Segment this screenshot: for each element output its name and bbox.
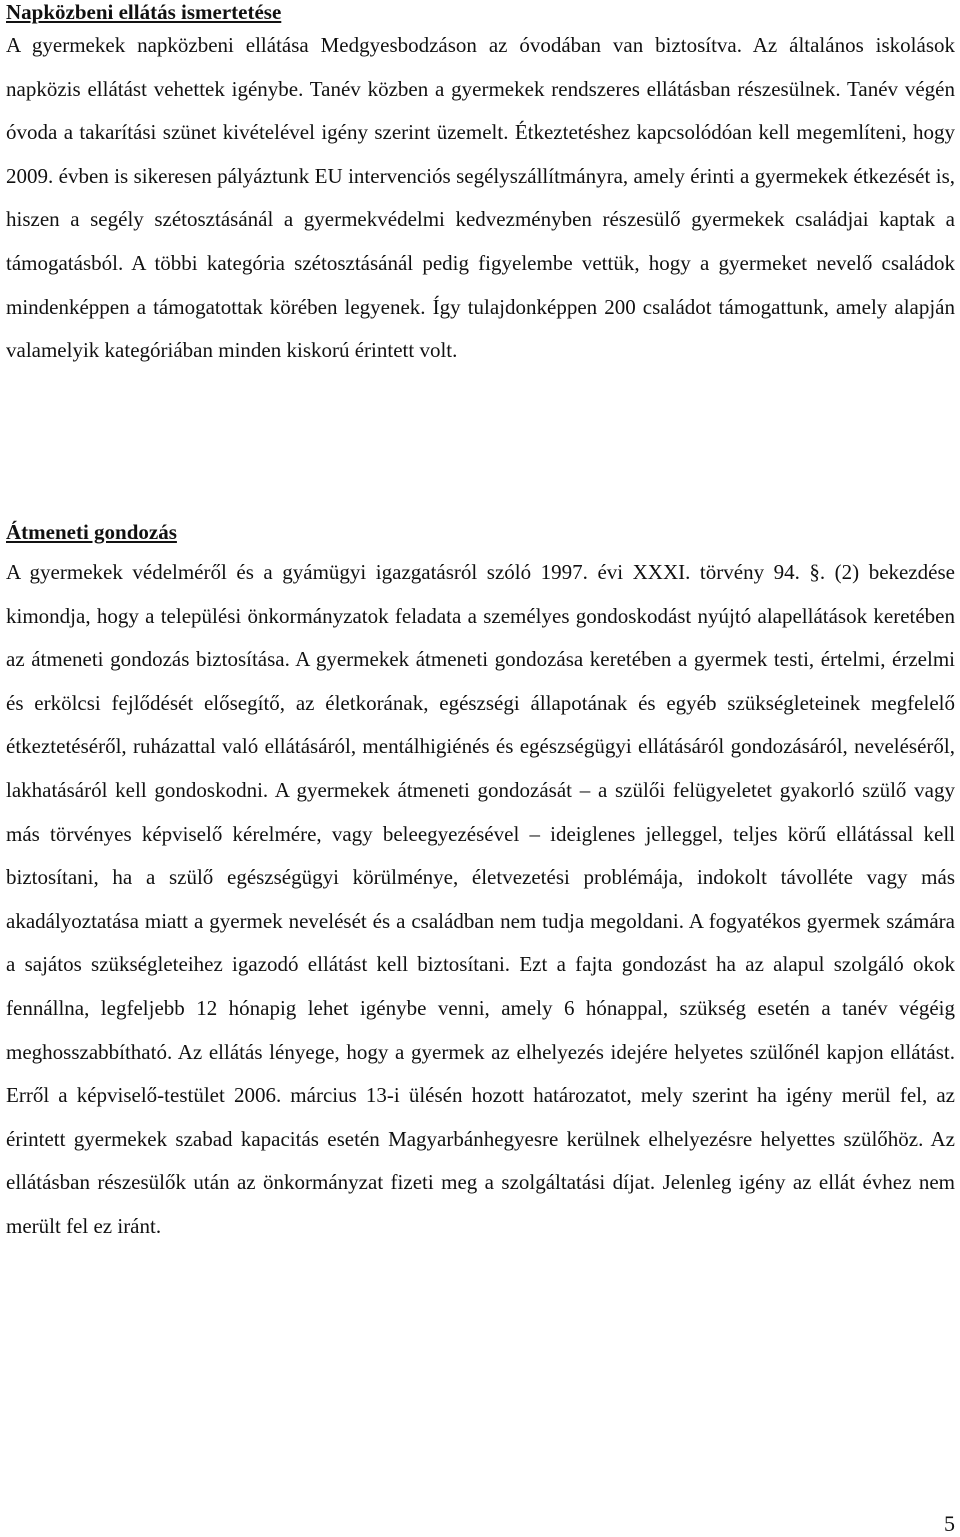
section-heading-atmeneti-gondozas: Átmeneti gondozás [6,520,177,544]
section-heading-napkozbeni-ellatas: Napközbeni ellátás ismertetése [6,0,282,24]
section-body-napkozbeni-ellatas: A gyermekek napközbeni ellátása Medgyesbodzáson az óvodában van biztosítva. Az általános iskolások napközis ellátást vehettek igénybe. Tanév közben a gyermekek rendszeres ellátásban részesülnek. Tanév végén óvoda a takarítási szünet kivételével igény szerint üzemelt. Étkeztetéshez kapcsolódóan kell megemlíteni, hogy 2009. évben is sikeresen pályáztunk EU intervenciós segélyszállítmányra, amely érinti a gyermekek étkezését is, hiszen a segély szétosztásánál a gyermekvédelmi kedvezményben részesülő gyermekek családjai kaptak a támogatásból. A többi kategória szétosztásánál pedig figyelembe vettük, hogy a gyermeket nevelő családok mindenképpen a támogatottak körében legyenek. Így tulajdonképpen 200 családot támogattunk, amely alapján valamelyik kategóriában minden kiskorú érintett volt. [6,33,955,363]
page-number: 5 [944,1511,955,1536]
section-body-atmeneti-gondozas: A gyermekek védelméről és a gyámügyi igazgatásról szóló 1997. évi XXXI. törvény 94. §. (2) bekezdése kimondja, hogy a települési önkormányzatok feladata a személyes gondoskodást nyújtó alapellátások keretében az átmeneti gondozás biztosítása. A gyermekek átmeneti gondozása keretében a gyermek testi, értelmi, érzelmi és erkölcsi fejlődését elősegítő, az életkorának, egészségi állapotának és egyéb szükségleteinek megfelelő étkeztetéséről, ruházattal való ellátásáról, mentálhigiénés és egészségügyi ellátásáról gondozásáról, neveléséről, lakhatásáról kell gondoskodni. A gyermekek átmeneti gondozását – a szülői felügyeletet gyakorló szülő vagy más törvényes képviselő kérelmére, vagy beleegyezésével – ideiglenes jelleggel, teljes körű ellátással kell biztosítani, ha a szülő egészségügyi körülménye, életvezetési problémája, indokolt távolléte vagy más akadályoztatása miatt a gyermek nevelését és a családban nem tudja megoldani. A fogyatékos gyermek számára a sajátos szükségleteihez igazodó ellátást kell biztosítani. Ezt a fajta gondozást ha az alapul szolgáló okok fennállna, legfeljebb 12 hónapig lehet igénybe venni, amely 6 hónappal, szükség esetén a tanév végéig meghosszabbítható. Az ellátás lényege, hogy a gyermek az elhelyezés idejére helyetes szülőnél kapjon ellátást. Erről a képviselő-testület 2006. március 13-i ülésén hozott határozatot, mely szerint ha igény merül fel, az érintett gyermekek szabad kapacitás esetén Magyarbánhegyesre kerülnek elhelyezésre helyettes szülőhöz. Az ellátásban részesülők után az önkormányzat fizeti meg a szolgáltatási díjat. Jelenleg igény az ellát évhez nem merült fel ez iránt. [6,560,955,1238]
